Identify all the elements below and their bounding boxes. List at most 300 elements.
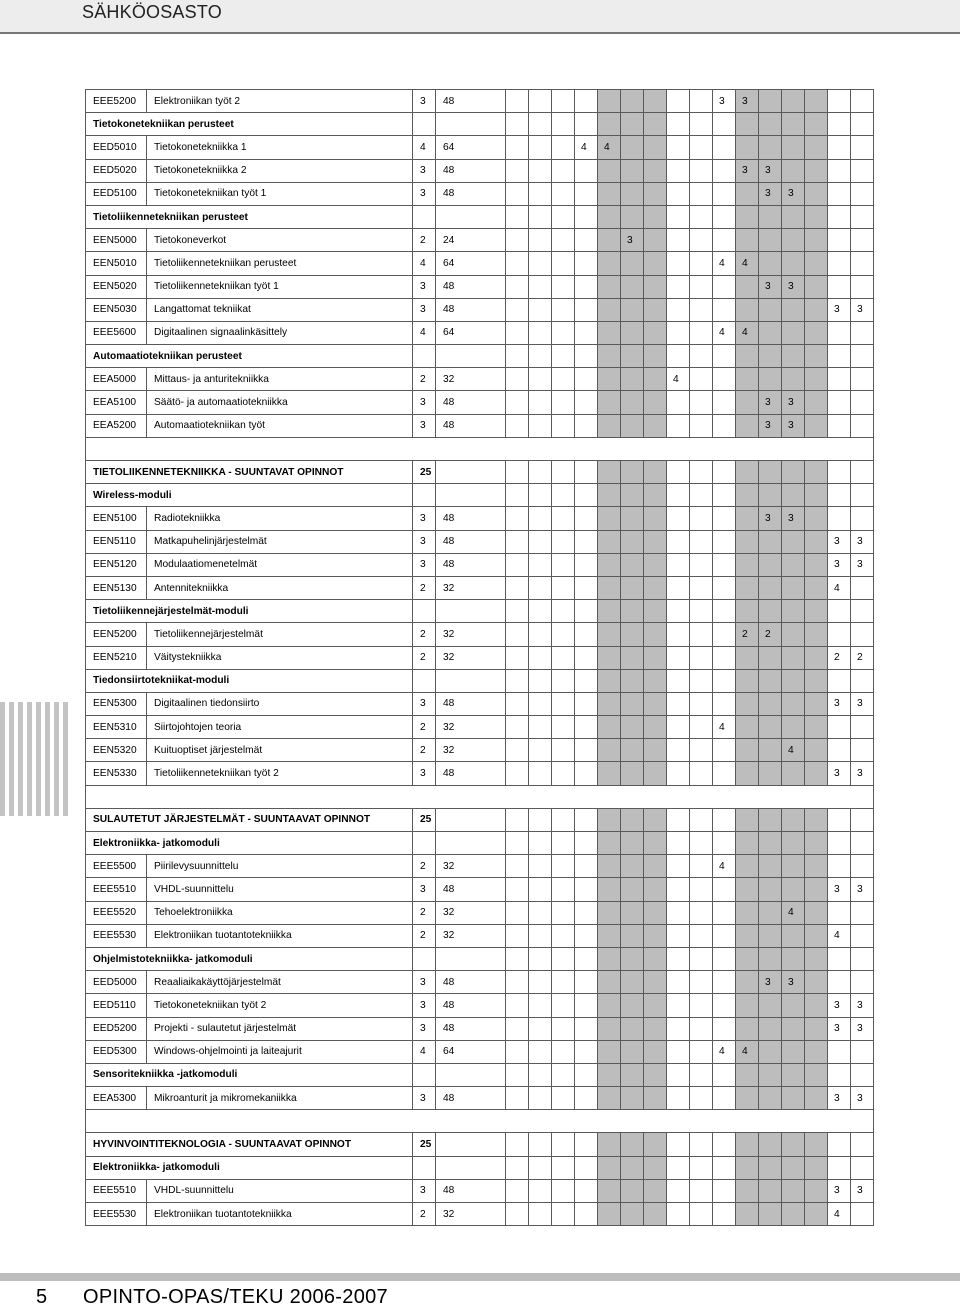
- week-cell: [598, 1179, 621, 1202]
- week-cell: [690, 182, 713, 205]
- week-cell: [828, 739, 851, 762]
- week-cell: [736, 576, 759, 599]
- week-cell: [690, 159, 713, 182]
- empty-cell: [598, 1063, 621, 1086]
- week-cell: [621, 762, 644, 785]
- week-cell: [736, 762, 759, 785]
- section-title: Ohjelmistotekniikka- jatkomoduli: [86, 947, 413, 970]
- empty-cell: [713, 1133, 736, 1156]
- course-credits: 3: [413, 553, 436, 576]
- week-cell: [667, 1203, 690, 1226]
- course-row: [86, 553, 874, 576]
- week-cell: [759, 646, 782, 669]
- week-cell: [782, 136, 805, 159]
- course-name: Windows-ohjelmointi ja laiteajurit: [147, 1040, 413, 1063]
- week-cell: [667, 229, 690, 252]
- course-hours: 32: [436, 901, 506, 924]
- week-cell: [828, 623, 851, 646]
- week-cell: 3: [713, 90, 736, 113]
- course-row: [86, 1087, 874, 1110]
- week-cell: [805, 716, 828, 739]
- empty-cell: [713, 484, 736, 507]
- week-cell: [736, 182, 759, 205]
- course-hours: 48: [436, 275, 506, 298]
- empty-cell: [575, 113, 598, 136]
- course-hours: 32: [436, 576, 506, 599]
- week-cell: [506, 414, 529, 437]
- week-cell: [598, 553, 621, 576]
- empty-cell: [644, 113, 667, 136]
- week-cell: [805, 391, 828, 414]
- empty-cell: [690, 113, 713, 136]
- week-cell: [736, 136, 759, 159]
- course-code: EEN5330: [86, 762, 147, 785]
- week-cell: [575, 368, 598, 391]
- empty-cell: [644, 205, 667, 228]
- course-name: Kuituoptiset järjestelmät: [147, 739, 413, 762]
- empty-cell: [644, 1156, 667, 1179]
- week-cell: [575, 1017, 598, 1040]
- week-cell: [759, 716, 782, 739]
- course-credits: 2: [413, 368, 436, 391]
- empty-cell: [575, 669, 598, 692]
- week-cell: [644, 924, 667, 947]
- course-name: VHDL-suunnittelu: [147, 1179, 413, 1202]
- empty-cell: [644, 808, 667, 831]
- empty-cell: [782, 947, 805, 970]
- week-cell: [529, 692, 552, 715]
- week-cell: [529, 994, 552, 1017]
- course-hours: 48: [436, 298, 506, 321]
- week-cell: [575, 298, 598, 321]
- course-code: EED5000: [86, 971, 147, 994]
- page-header-title: SÄHKÖOSASTO: [82, 2, 222, 22]
- course-credits: 4: [413, 136, 436, 159]
- week-cell: [690, 321, 713, 344]
- week-cell: 4: [667, 368, 690, 391]
- week-cell: [552, 252, 575, 275]
- empty-cell: [851, 808, 874, 831]
- empty-cell: [552, 113, 575, 136]
- week-cell: [782, 1179, 805, 1202]
- empty-cell: [690, 600, 713, 623]
- empty-cell: [759, 484, 782, 507]
- empty-cell: [529, 484, 552, 507]
- week-cell: [529, 716, 552, 739]
- week-cell: [621, 182, 644, 205]
- week-cell: [851, 229, 874, 252]
- week-cell: [690, 901, 713, 924]
- course-credits: 3: [413, 298, 436, 321]
- empty-cell: [828, 484, 851, 507]
- week-cell: [736, 1203, 759, 1226]
- empty-cell: [575, 484, 598, 507]
- week-cell: [552, 762, 575, 785]
- week-cell: [598, 1017, 621, 1040]
- week-cell: [598, 507, 621, 530]
- week-cell: [667, 762, 690, 785]
- course-credits: 3: [413, 275, 436, 298]
- week-cell: [713, 994, 736, 1017]
- course-row: [86, 1203, 874, 1226]
- week-cell: [529, 971, 552, 994]
- week-cell: [621, 414, 644, 437]
- course-hours: 48: [436, 553, 506, 576]
- week-cell: [575, 623, 598, 646]
- week-cell: [575, 576, 598, 599]
- week-cell: [575, 252, 598, 275]
- empty-cell: [828, 669, 851, 692]
- course-hours: 48: [436, 878, 506, 901]
- week-cell: [506, 924, 529, 947]
- week-cell: [529, 275, 552, 298]
- section-title: Elektroniikka- jatkomoduli: [86, 832, 413, 855]
- week-cell: [575, 924, 598, 947]
- empty-cell: [621, 832, 644, 855]
- week-cell: [621, 646, 644, 669]
- week-cell: [667, 623, 690, 646]
- empty-cell: [782, 205, 805, 228]
- week-cell: [621, 901, 644, 924]
- empty-cell: [529, 669, 552, 692]
- week-cell: [644, 1203, 667, 1226]
- empty-cell: [851, 1133, 874, 1156]
- course-code: EEN5100: [86, 507, 147, 530]
- section-title: SULAUTETUT JÄRJESTELMÄT - SUUNTAAVAT OPINNOT: [86, 808, 413, 831]
- empty-cell: [851, 1063, 874, 1086]
- week-cell: [690, 878, 713, 901]
- course-code: EEN5030: [86, 298, 147, 321]
- week-cell: [736, 229, 759, 252]
- empty-cell: [782, 1133, 805, 1156]
- week-cell: 3: [782, 182, 805, 205]
- week-cell: [736, 368, 759, 391]
- course-code: EEE5500: [86, 855, 147, 878]
- week-cell: [667, 90, 690, 113]
- week-cell: [782, 553, 805, 576]
- week-cell: [851, 136, 874, 159]
- week-cell: [828, 252, 851, 275]
- week-cell: [713, 553, 736, 576]
- week-cell: 3: [851, 878, 874, 901]
- week-cell: [759, 739, 782, 762]
- week-cell: [552, 646, 575, 669]
- week-cell: [805, 878, 828, 901]
- week-cell: [552, 924, 575, 947]
- week-cell: [736, 414, 759, 437]
- empty-cell: [690, 808, 713, 831]
- week-cell: [713, 229, 736, 252]
- week-cell: [575, 901, 598, 924]
- course-row: [86, 762, 874, 785]
- week-cell: [506, 576, 529, 599]
- week-cell: [667, 971, 690, 994]
- week-cell: [713, 762, 736, 785]
- week-cell: [644, 298, 667, 321]
- empty-cell: [805, 461, 828, 484]
- week-cell: [598, 530, 621, 553]
- empty-cell: [529, 832, 552, 855]
- course-row: [86, 275, 874, 298]
- empty-cell: [644, 947, 667, 970]
- spacer-row: [86, 1110, 874, 1133]
- empty-cell: [713, 1063, 736, 1086]
- course-name: Tietoliikennetekniikan työt 1: [147, 275, 413, 298]
- empty-cell: [736, 1133, 759, 1156]
- footer-divider: [0, 1273, 960, 1281]
- week-cell: [598, 623, 621, 646]
- week-cell: [667, 414, 690, 437]
- week-cell: [690, 1040, 713, 1063]
- empty-cell: [436, 600, 506, 623]
- week-cell: [644, 530, 667, 553]
- week-cell: [713, 692, 736, 715]
- course-name: Automaatiotekniikan työt: [147, 414, 413, 437]
- week-cell: [713, 159, 736, 182]
- week-cell: [805, 1179, 828, 1202]
- week-cell: [598, 971, 621, 994]
- empty-cell: [529, 600, 552, 623]
- course-name: Tehoelektroniikka: [147, 901, 413, 924]
- course-name: Antennitekniikka: [147, 576, 413, 599]
- course-hours: 48: [436, 994, 506, 1017]
- week-cell: [552, 298, 575, 321]
- empty-cell: [805, 669, 828, 692]
- week-cell: [529, 252, 552, 275]
- week-cell: [828, 507, 851, 530]
- empty-cell: [690, 669, 713, 692]
- week-cell: [598, 275, 621, 298]
- week-cell: [851, 971, 874, 994]
- course-code: EEN5310: [86, 716, 147, 739]
- empty-cell: [805, 808, 828, 831]
- week-cell: [575, 1087, 598, 1110]
- week-cell: 3: [851, 553, 874, 576]
- empty-cell: [828, 345, 851, 368]
- section-title: Tiedonsiirtotekniikat-moduli: [86, 669, 413, 692]
- course-code: EEN5010: [86, 252, 147, 275]
- week-cell: [667, 321, 690, 344]
- course-hours: 48: [436, 1087, 506, 1110]
- course-row: [86, 646, 874, 669]
- week-cell: [851, 716, 874, 739]
- section-row: [86, 669, 874, 692]
- week-cell: [851, 507, 874, 530]
- week-cell: [736, 994, 759, 1017]
- week-cell: [644, 739, 667, 762]
- week-cell: [851, 321, 874, 344]
- course-credits: 3: [413, 971, 436, 994]
- course-code: EEN5200: [86, 623, 147, 646]
- week-cell: [667, 507, 690, 530]
- empty-cell: [552, 1133, 575, 1156]
- empty-cell: [759, 461, 782, 484]
- week-cell: [552, 692, 575, 715]
- week-cell: 2: [828, 646, 851, 669]
- week-cell: [506, 878, 529, 901]
- empty-cell: [851, 947, 874, 970]
- course-name: Tietokonetekniikka 1: [147, 136, 413, 159]
- empty-cell: [552, 345, 575, 368]
- week-cell: [621, 855, 644, 878]
- week-cell: [759, 298, 782, 321]
- week-cell: [759, 1203, 782, 1226]
- week-cell: [621, 159, 644, 182]
- course-name: Radiotekniikka: [147, 507, 413, 530]
- empty-cell: [621, 600, 644, 623]
- week-cell: [759, 1179, 782, 1202]
- week-cell: [690, 1203, 713, 1226]
- week-cell: [690, 229, 713, 252]
- week-cell: [736, 391, 759, 414]
- section-credits: 25: [413, 808, 436, 831]
- week-cell: [529, 646, 552, 669]
- week-cell: [713, 368, 736, 391]
- course-name: Matkapuhelinjärjestelmät: [147, 530, 413, 553]
- course-row: [86, 1040, 874, 1063]
- course-credits: 4: [413, 321, 436, 344]
- week-cell: [506, 252, 529, 275]
- week-cell: [736, 530, 759, 553]
- week-cell: 3: [759, 507, 782, 530]
- week-cell: [644, 414, 667, 437]
- week-cell: [805, 971, 828, 994]
- week-cell: [575, 90, 598, 113]
- week-cell: [805, 182, 828, 205]
- week-cell: [690, 994, 713, 1017]
- empty-cell: [552, 947, 575, 970]
- week-cell: [575, 1179, 598, 1202]
- week-cell: [759, 855, 782, 878]
- week-cell: [506, 275, 529, 298]
- empty-cell: [736, 808, 759, 831]
- week-cell: [644, 321, 667, 344]
- empty-cell: [667, 461, 690, 484]
- week-cell: [690, 368, 713, 391]
- course-credits: 2: [413, 924, 436, 947]
- week-cell: [805, 1087, 828, 1110]
- empty-cell: [851, 600, 874, 623]
- week-cell: [667, 646, 690, 669]
- week-cell: 3: [851, 1179, 874, 1202]
- week-cell: [736, 1179, 759, 1202]
- week-cell: [713, 136, 736, 159]
- week-cell: [713, 182, 736, 205]
- section-row: [86, 1156, 874, 1179]
- week-cell: [782, 994, 805, 1017]
- empty-cell: [575, 832, 598, 855]
- week-cell: [506, 90, 529, 113]
- week-cell: [644, 855, 667, 878]
- week-cell: 4: [782, 739, 805, 762]
- week-cell: [529, 298, 552, 321]
- empty-cell: [667, 205, 690, 228]
- empty-cell: [552, 808, 575, 831]
- empty-cell: [506, 1063, 529, 1086]
- course-code: EEN5120: [86, 553, 147, 576]
- week-cell: [759, 878, 782, 901]
- week-cell: [782, 1203, 805, 1226]
- section-title: Tietokonetekniikan perusteet: [86, 113, 413, 136]
- empty-cell: [575, 947, 598, 970]
- course-credits: 3: [413, 391, 436, 414]
- week-cell: [506, 971, 529, 994]
- week-cell: [736, 1017, 759, 1040]
- empty-cell: [782, 484, 805, 507]
- week-cell: [713, 971, 736, 994]
- week-cell: [667, 275, 690, 298]
- empty-cell: [436, 1133, 506, 1156]
- course-code: EEN5020: [86, 275, 147, 298]
- week-cell: [713, 878, 736, 901]
- week-cell: [575, 507, 598, 530]
- course-code: EED5300: [86, 1040, 147, 1063]
- course-hours: 48: [436, 391, 506, 414]
- week-cell: [805, 298, 828, 321]
- empty-cell: [759, 1133, 782, 1156]
- week-cell: [598, 924, 621, 947]
- week-cell: [713, 1203, 736, 1226]
- empty-cell: [644, 832, 667, 855]
- week-cell: [529, 1087, 552, 1110]
- empty-cell: [736, 669, 759, 692]
- week-cell: [575, 739, 598, 762]
- empty-cell: [736, 345, 759, 368]
- week-cell: [552, 136, 575, 159]
- empty-cell: [436, 205, 506, 228]
- week-cell: 4: [782, 901, 805, 924]
- week-cell: [598, 716, 621, 739]
- week-cell: [736, 646, 759, 669]
- empty-cell: [598, 113, 621, 136]
- week-cell: [506, 716, 529, 739]
- course-code: EEN5300: [86, 692, 147, 715]
- week-cell: [529, 901, 552, 924]
- week-cell: [713, 1087, 736, 1110]
- week-cell: [736, 692, 759, 715]
- empty-cell: [529, 461, 552, 484]
- course-credits: 3: [413, 762, 436, 785]
- week-cell: [644, 878, 667, 901]
- empty-cell: [667, 1156, 690, 1179]
- week-cell: [598, 298, 621, 321]
- course-name: Tietokonetekniikka 2: [147, 159, 413, 182]
- section-credits: [413, 1063, 436, 1086]
- section-credits: [413, 484, 436, 507]
- week-cell: 3: [621, 229, 644, 252]
- course-name: Digitaalinen signaalinkäsittely: [147, 321, 413, 344]
- empty-cell: [621, 1063, 644, 1086]
- week-cell: [552, 739, 575, 762]
- week-cell: [667, 994, 690, 1017]
- week-cell: [828, 414, 851, 437]
- empty-cell: [598, 832, 621, 855]
- week-cell: [805, 530, 828, 553]
- empty-cell: [506, 205, 529, 228]
- week-cell: [644, 252, 667, 275]
- week-cell: [598, 90, 621, 113]
- week-cell: [851, 739, 874, 762]
- week-cell: [759, 924, 782, 947]
- empty-cell: [782, 1156, 805, 1179]
- week-cell: [575, 878, 598, 901]
- course-row: [86, 855, 874, 878]
- week-cell: [690, 1179, 713, 1202]
- empty-cell: [736, 461, 759, 484]
- week-cell: 4: [713, 1040, 736, 1063]
- week-cell: [667, 182, 690, 205]
- spacer-cell: [86, 437, 874, 460]
